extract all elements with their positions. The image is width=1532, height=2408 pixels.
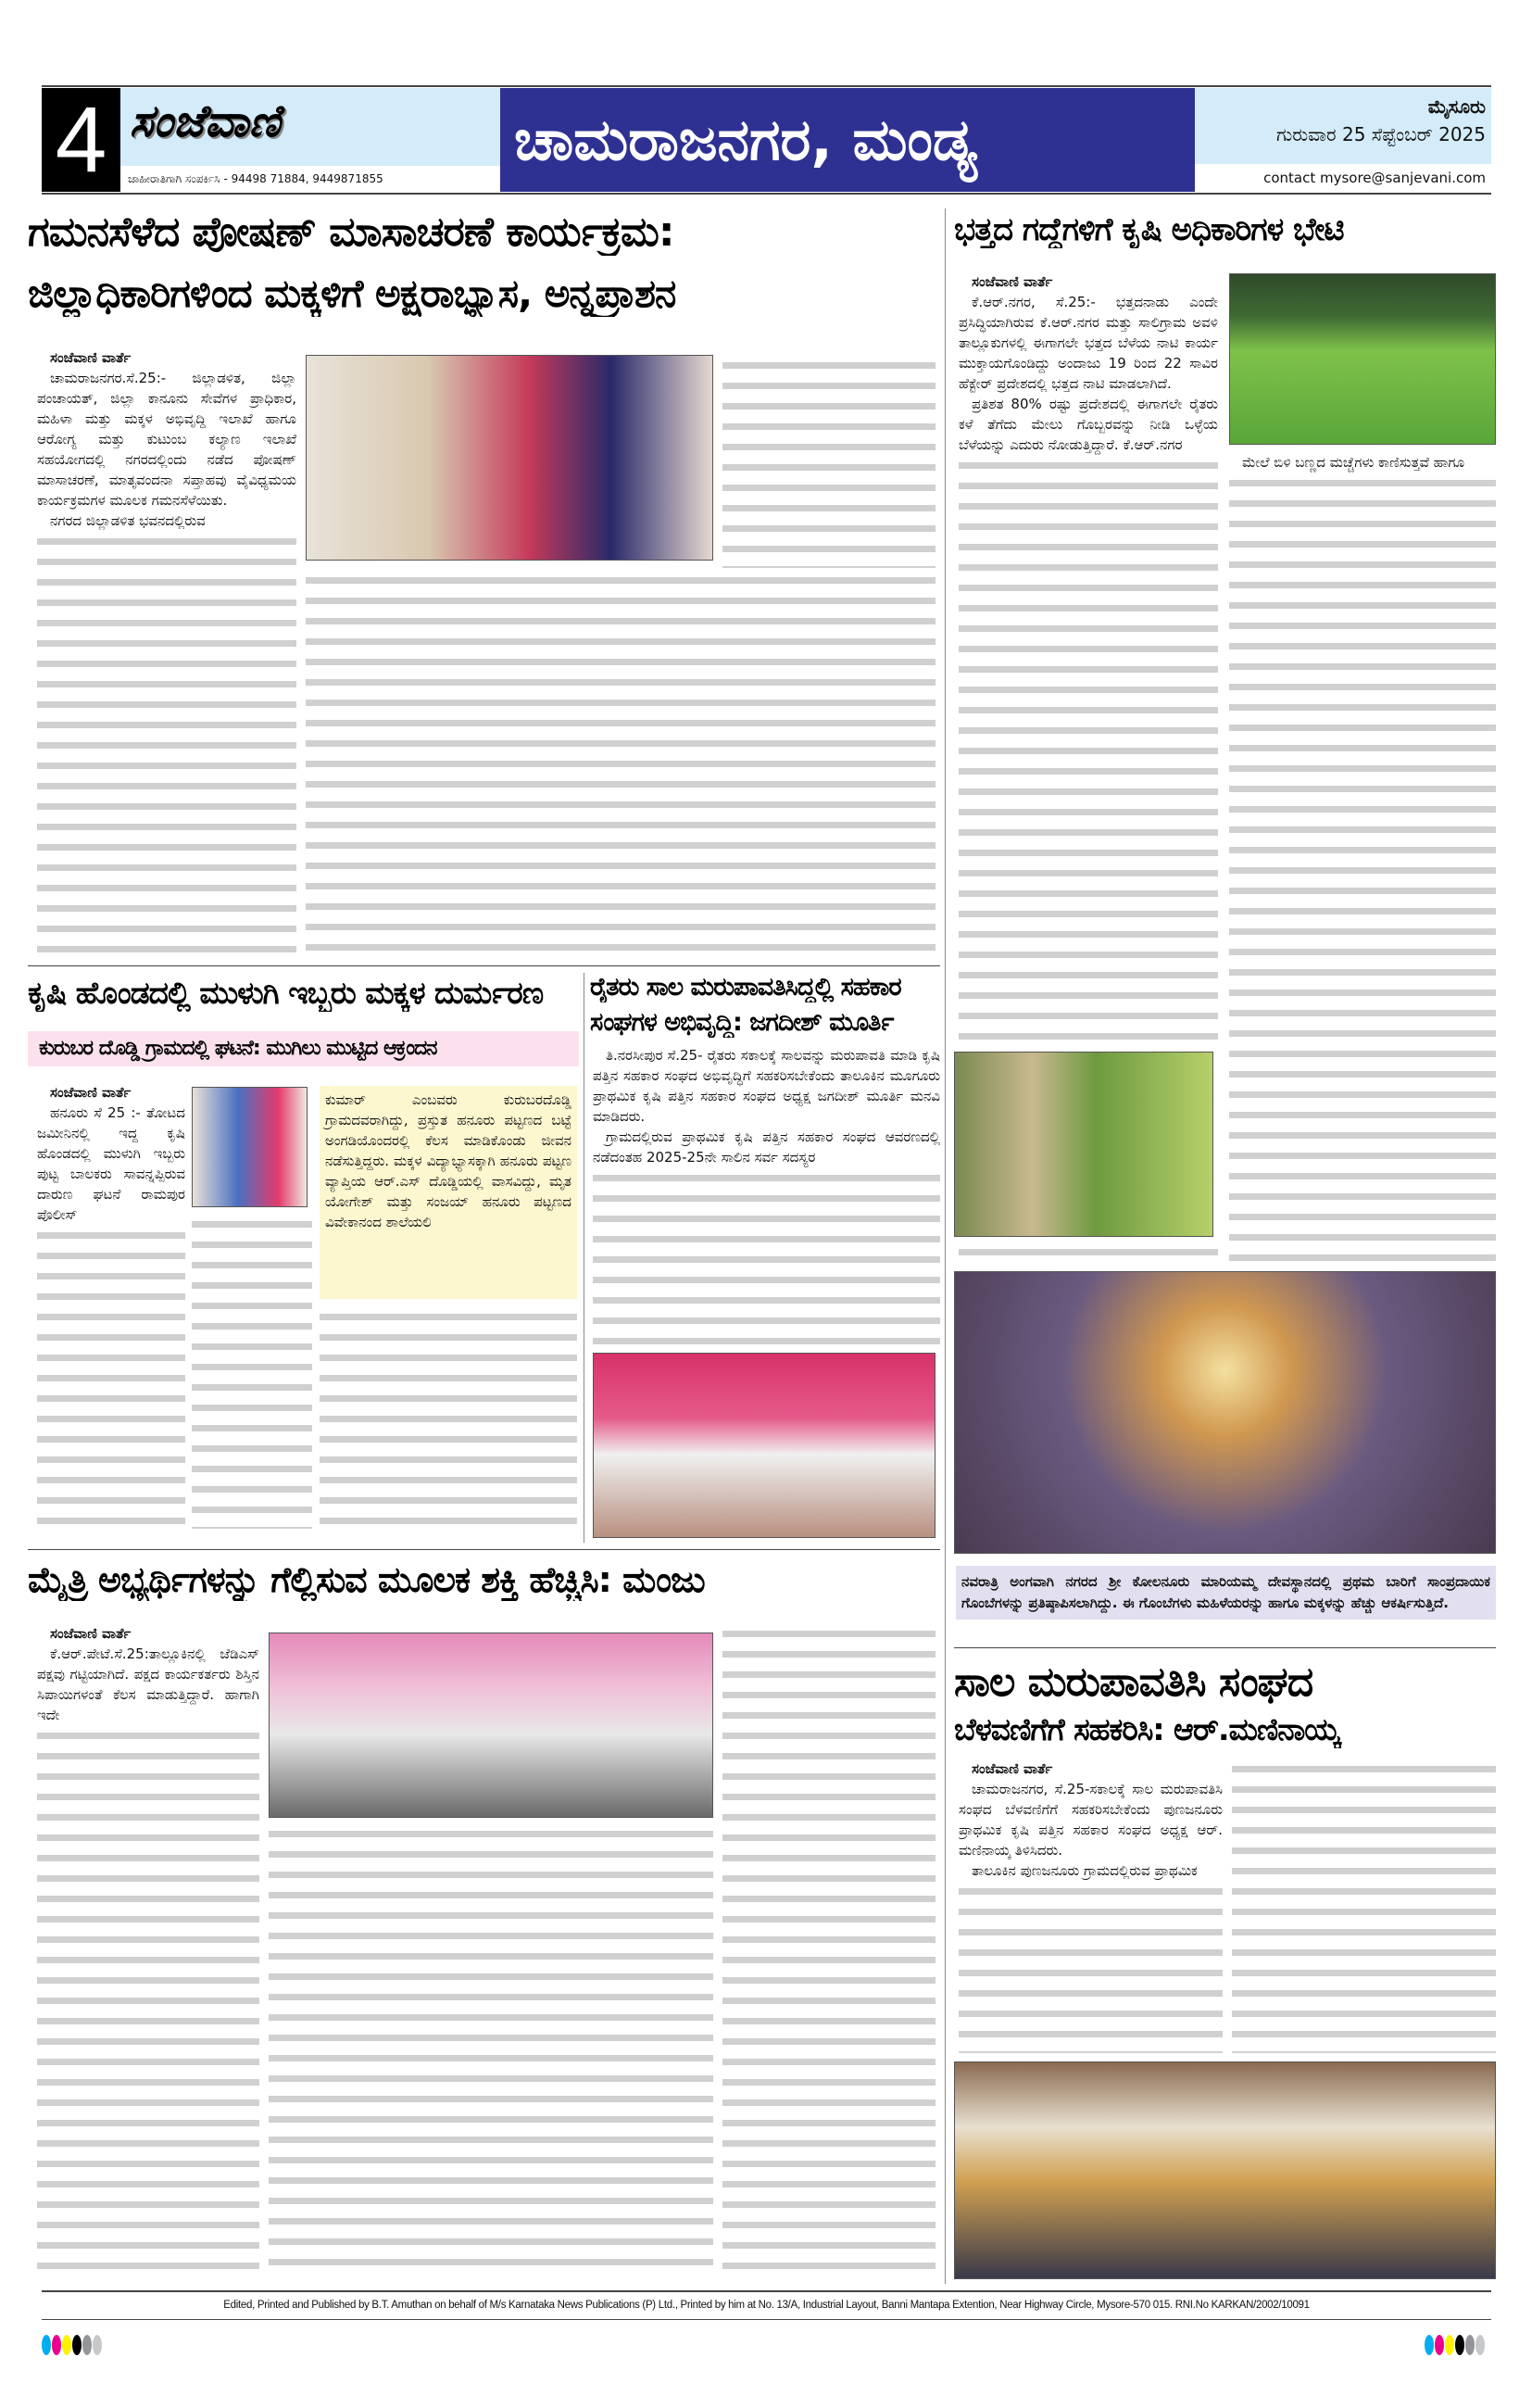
headline-poshan: ಗಮನಸೆಳೆದ ಪೋಷಣ್ ಮಾಸಾಚರಣೆ ಕಾರ್ಯಕ್ರಮ: xyxy=(28,208,674,256)
logo: ಸಂಜೆವಾಣಿ xyxy=(130,95,281,147)
article-paddy-col2 xyxy=(1229,452,1496,1267)
headline-drowning: ಕೃಷಿ ಹೊಂಡದಲ್ಲಿ ಮುಳುಗಿ ಇಬ್ಬರು ಮಕ್ಕಳ ದುರ್ಮರಣ xyxy=(28,975,544,1011)
paragraph: ಗ್ರಾಮದಲ್ಲಿರುವ ಪ್ರಾಥಮಿಕ ಕೃಷಿ ಪತ್ತಿನ ಸಹಕಾರ ಸಂಘದ ಆವರಣದಲ್ಲಿ ನಡೆದಂತಹ 2025-25ನೇ ಸಾಲಿನ ಸರ್ವ ಸದಸ್ಯರ xyxy=(593,1128,940,1166)
paragraph: ತಾಲೂಕಿನ ಪುಣಜನೂರು ಗ್ರಾಮದಲ್ಲಿರುವ ಪ್ರಾಥಮಿಕ xyxy=(959,1860,1223,1881)
top-rule xyxy=(42,85,1491,87)
page-number: 4 xyxy=(42,88,120,192)
article-loan-col1 xyxy=(959,1759,1223,2053)
subheadline-poshan: ಜಿಲ್ಲಾಧಿಕಾರಿಗಳಿಂದ ಮಕ್ಕಳಿಗೆ ಅಕ್ಷರಾಭ್ಯಾಸ, ಅನ್ನಪ್ರಾಶನ xyxy=(28,271,676,316)
paragraph: ಚಾಮರಾಜನಗರ, ಸೆ.25-ಸಕಾಲಕ್ಕೆ ಸಾಲ ಮರುಪಾವತಿಸಿ ಸಂಘದ ಬೆಳವಣಿಗೆಗೆ ಸಹಕರಿಸಬೇಕೆಂದು ಪುಣಜನೂರು ಪ್ರಾಥಮಿಕ ಕೃಷಿ ಪತ್ತಿನ ಸಹಕಾರ ಸಂಘದ ಅಧ್ಯಕ್ಷ ಆರ್. ಮಣಿನಾಯ್ಕ ತಿಳಿಸಿದರು. xyxy=(959,1781,1223,1859)
headline-alliance: ಮೈತ್ರಿ ಅಭ್ಯರ್ಥಿಗಳನ್ನು ಗೆಲ್ಲಿಸುವ ಮೂಲಕ ಶಕ್ತಿ ಹೆಚ್ಚಿಸಿ: ಮಂಜು xyxy=(28,1559,705,1600)
paragraph: ನಗರದ ಜಿಲ್ಲಾಡಳಿತ ಭವನದಲ್ಲಿರುವ xyxy=(37,511,296,531)
article-poshan-col1 xyxy=(37,347,296,959)
highlight-box: ಕುಮಾರ್ ಎಂಬವರು ಕುರುಬರದೊಡ್ಡಿ ಗ್ರಾಮದವರಾಗಿದ್ದು, ಪ್ರಸ್ತುತ ಹನೂರು ಪಟ್ಟಣದ ಬಟ್ಟೆ ಅಂಗಡಿಯೊಂದರಲ್ಲಿ ಕೆಲಸ ಮಾಡಿಕೊಂಡು ಜೀವನ ನಡೆಸುತ್ತಿದ್ದರು. ಮಕ್ಕಳ ವಿದ್ಯಾಭ್ಯಾಸಕ್ಕಾಗಿ ಹನೂರು ಪಟ್ಟಣ ವ್ಯಾಪ್ತಿಯ ಆರ್.ಎಸ್ ದೊಡ್ಡಿಯಲ್ಲಿ ವಾಸವಿದ್ದು, ಮೃತ ಯೋಗೇಶ್ ಮತ್ತು ಸಂಜಯ್ ಹನೂರು ಪಟ್ಟಣದ ವಿವೇಕಾನಂದ ಶಾಲೆಯಲಿ xyxy=(320,1086,577,1299)
city: ಮೈಸೂರು xyxy=(1427,95,1486,118)
photo-loan-event xyxy=(954,2061,1496,2279)
article-paddy-col1 xyxy=(959,271,1218,1040)
footer-rule xyxy=(42,2319,1491,2320)
article-drowning-col3 xyxy=(320,1306,577,1529)
contact: contact mysore@sanjevani.com xyxy=(1195,164,1491,192)
article-drowning-col2 xyxy=(192,1214,312,1529)
headline-loan-repay: ಸಾಲ ಮರುಪಾವತಿಸಿ ಸಂಘದ xyxy=(954,1658,1313,1706)
article-alliance-col1 xyxy=(37,1623,259,2276)
registration-marks-left xyxy=(42,2335,103,2359)
edition-band: ಚಾಮರಾಜನಗರ, ಮಂಡ್ಯ xyxy=(500,88,1195,192)
byline: ಸಂಜೆವಾಣಿ ವಾರ್ತೆ xyxy=(959,1759,1223,1779)
headline-cooperative: ರೈತರು ಸಾಲ ಮರುಪಾವತಿಸಿದ್ದಲ್ಲಿ ಸಹಕಾರ xyxy=(590,973,901,1002)
headline-paddy: ಭತ್ತದ ಗದ್ದೆಗಳಿಗೆ ಕೃಷಿ ಅಧಿಕಾರಿಗಳ ಭೇಟಿ xyxy=(954,211,1344,248)
photo-poshan-event xyxy=(306,355,713,561)
byline: ಸಂಜೆವಾಣಿ ವಾರ್ತೆ xyxy=(37,347,296,368)
masthead-rule xyxy=(42,193,1491,195)
ad-contact: ಜಾಹೀರಾತಿಗಾಗಿ ಸಂಪರ್ಕಿಸಿ - 94498 71884, 9449871855 xyxy=(120,166,500,192)
paragraph: ಹನೂರು ಸೆ 25 :- ತೋಟದ ಜಮೀನಿನಲ್ಲಿ ಇದ್ದ ಕೃಷಿ ಹೊಂಡದಲ್ಲಿ ಮುಳುಗಿ ಇಬ್ಬರು ಪುಟ್ಟ ಬಾಲಕರು ಸಾವನ್ನಪ್ಪಿರುವ ದಾರುಣ ಘಟನೆ ರಾಮಪುರ ಪೊಲೀಸ್ xyxy=(37,1104,185,1223)
paragraph: ಕೆ.ಆರ್.ಪೇಟೆ.ಸೆ.25:ತಾಲ್ಲೂಕಿನಲ್ಲಿ ಜೆಡಿಎಸ್ ಪಕ್ಷವು ಗಟ್ಟಿಯಾಗಿದೆ. ಪಕ್ಷದ ಕಾರ್ಯಕರ್ತರು ಶಿಸ್ತಿನ ಸಿಪಾಯಿಗಳಂತೆ ಕೆಲಸ ಮಾಡುತ್ತಿದ್ದಾರೆ. ಹಾಗಾಗಿ ಇದೇ xyxy=(37,1645,259,1723)
article-drowning-col1 xyxy=(37,1082,185,1532)
byline: ಸಂಜೆವಾಣಿ ವಾರ್ತೆ xyxy=(37,1082,185,1103)
article-poshan-cont xyxy=(306,570,936,959)
section-rule xyxy=(28,1549,940,1550)
photo-caption-navaratri: ನವರಾತ್ರಿ ಅಂಗವಾಗಿ ನಗರದ ಶ್ರೀ ಕೋಲನೂರು ಮಾರಿಯಮ್ಮ ದೇವಸ್ಥಾನದಲ್ಲಿ ಪ್ರಥಮ ಬಾರಿಗೆ ಸಾಂಪ್ರದಾಯಿಕ ಗೊಂಬೆಗಳನ್ನು ಪ್ರತಿಷ್ಠಾಪಿಸಲಾಗಿದ್ದು. ಈ ಗೊಂಬೆಗಳು ಮಹಿಳೆಯರನ್ನು ಹಾಗೂ ಮಕ್ಕಳನ್ನು ಹೆಚ್ಚು ಆಕರ್ಷಿಸುತ್ತಿದೆ. xyxy=(956,1566,1496,1620)
column-divider xyxy=(945,208,946,2284)
article-alliance-cont xyxy=(269,1823,713,2277)
paragraph: ಮೇಲೆ ಬಿಳಿ ಬಣ್ಣದ ಮಚ್ಚೆಗಳು ಕಾಣಿಸುತ್ತವೆ ಹಾಗೂ xyxy=(1229,452,1496,473)
article-alliance-col4 xyxy=(722,1623,936,2276)
date: ಗುರುವಾರ 25 ಸೆಪ್ಟೆಂಬರ್ 2025 xyxy=(1276,123,1486,145)
paragraph: ಪ್ರತಿಶತ 80% ರಷ್ಟು ಪ್ರದೇಶದಲ್ಲಿ ಈಗಾಗಲೇ ರೈತರು ಕಳೆ ತೆಗೆದು ಮೇಲು ಗೊಬ್ಬರವನ್ನು ನೀಡಿ ಒಳ್ಳೆಯ ಬೆಳೆಯನ್ನು ಎದುರು ನೋಡುತ್ತಿದ್ದಾರೆ. ಕೆ.ಆರ್.ನಗರ xyxy=(959,396,1218,453)
article-loan-col2 xyxy=(1232,1759,1496,2053)
section-rule xyxy=(954,1647,1496,1648)
paragraph: ಚಾಮರಾಜನಗರ.ಸೆ.25:- ಜಿಲ್ಲಾಡಳಿತ, ಜಿಲ್ಲಾ ಪಂಚಾಯತ್, ಜಿಲ್ಲಾ ಕಾನೂನು ಸೇವೆಗಳ ಪ್ರಾಧಿಕಾರ, ಮಹಿಳಾ ಮತ್ತು ಮಕ್ಕಳ ಅಭಿವೃದ್ದಿ ಇಲಾಖೆ ಹಾಗೂ ಆರೋಗ್ಯ ಮತ್ತು ಕುಟುಂಬ ಕಲ್ಯಾಣ ಇಲಾಖೆ ಸಹಯೋಗದಲ್ಲಿ ನಗರದಲ್ಲಿಂದು ನಡೆದ ಪೋಷಣ್ ಮಾಸಾಚರಣೆ, ಮಾತೃವಂದನಾ ಸಪ್ತಾಹವು ವೈವಿಧ್ಯಮಯ ಕಾರ್ಯಕ್ರಮಗಳ ಮೂಲಕ ಗಮನಸೆಳೆಯಿತು. xyxy=(37,370,296,509)
photo-children xyxy=(192,1087,308,1207)
photo-paddy-field xyxy=(1229,273,1496,445)
article-paddy-end xyxy=(959,1242,1218,1265)
imprint: Edited, Printed and Published by B.T. Amuthan on behalf of M/s Karnataka News Publications (P) Ltd., Printed by him at No. 13/A, Industrial Layout, Banni Mantapa Extention, Near Highway Circle, Mysore-570 015. RNI.No KARKAN/2002/10091 xyxy=(223,2300,1310,2311)
article-cooperative xyxy=(593,1045,940,1346)
subheadline-drowning: ಕುರುಬರ ದೊಡ್ಡಿ ಗ್ರಾಮದಲ್ಲಿ ಘಟನೆ: ಮುಗಿಲು ಮುಟ್ಟಿದ ಆಕ್ರಂದನ xyxy=(28,1031,579,1066)
article-poshan-col4 xyxy=(722,355,936,568)
photo-insect-pest xyxy=(954,1052,1213,1237)
subheadline-loan-repay: ಬೆಳವಣಿಗೆಗೆ ಸಹಕರಿಸಿ: ಆರ್.ಮಣಿನಾಯ್ಕ xyxy=(954,1711,1339,1747)
registration-marks-right xyxy=(1425,2335,1486,2359)
paragraph: ಕೆ.ಆರ್.ನಗರ, ಸೆ.25:- ಭತ್ತದನಾಡು ಎಂದೇ ಪ್ರಸಿದ್ಧಿಯಾಗಿರುವ ಕೆ.ಆರ್.ನಗರ ಮತ್ತು ಸಾಲಿಗ್ರಾಮ ಅವಳಿ ತಾಲ್ಲೂಕುಗಳಲ್ಲಿ ಈಗಾಗಲೇ ಭತ್ತದ ಬೆಳೆಯ ನಾಟಿ ಕಾರ್ಯ ಮುಕ್ತಾಯಗೊಂಡಿದ್ದು ಅಂದಾಜು 19 ರಿಂದ 22 ಸಾವಿರ ಹೆಕ್ಟೇರ್ ಪ್ರದೇಶದಲ್ಲಿ ಭತ್ತದ ನಾಟಿ ಮಾಡಲಾಗಿದೆ. xyxy=(959,294,1218,392)
logo-panel xyxy=(120,88,500,192)
byline: ಸಂಜೆವಾಣಿ ವಾರ್ತೆ xyxy=(959,271,1218,292)
date-panel xyxy=(1195,88,1491,192)
subheadline-cooperative: ಸಂಘಗಳ ಅಭಿವೃದ್ಧಿ: ಜಗದೀಶ್ ಮೂರ್ತಿ xyxy=(590,1008,894,1037)
footer-rule xyxy=(42,2290,1491,2292)
section-rule xyxy=(28,965,940,966)
photo-navaratri-dolls xyxy=(954,1271,1496,1554)
photo-alliance-meeting xyxy=(269,1633,713,1818)
byline: ಸಂಜೆವಾಣಿ ವಾರ್ತೆ xyxy=(37,1623,259,1644)
paragraph: ತಿ.ನರಸೀಪುರ ಸೆ.25- ರೈತರು ಸಕಾಲಕ್ಕೆ ಸಾಲವನ್ನು ಮರುಪಾವತಿ ಮಾಡಿ ಕೃಷಿ ಪತ್ತಿನ ಸಹಕಾರ ಸಂಘದ ಅಭಿವೃದ್ಧಿಗೆ ಸಹಕರಿಸಬೇಕೆಂದು ತಾಲೂಕಿನ ಮೂಗೂರು ಪ್ರಾಥಮಿಕ ಕೃಷಿ ಪತ್ತಿನ ಸಹಕಾರ ಸಂಘದ ಅಧ್ಯಕ್ಷ ಜಗದೀಶ್ ಮೂರ್ತಿ ಮನವಿ ಮಾಡಿದರು. xyxy=(593,1047,940,1125)
photo-cooperative-meeting xyxy=(593,1353,936,1538)
